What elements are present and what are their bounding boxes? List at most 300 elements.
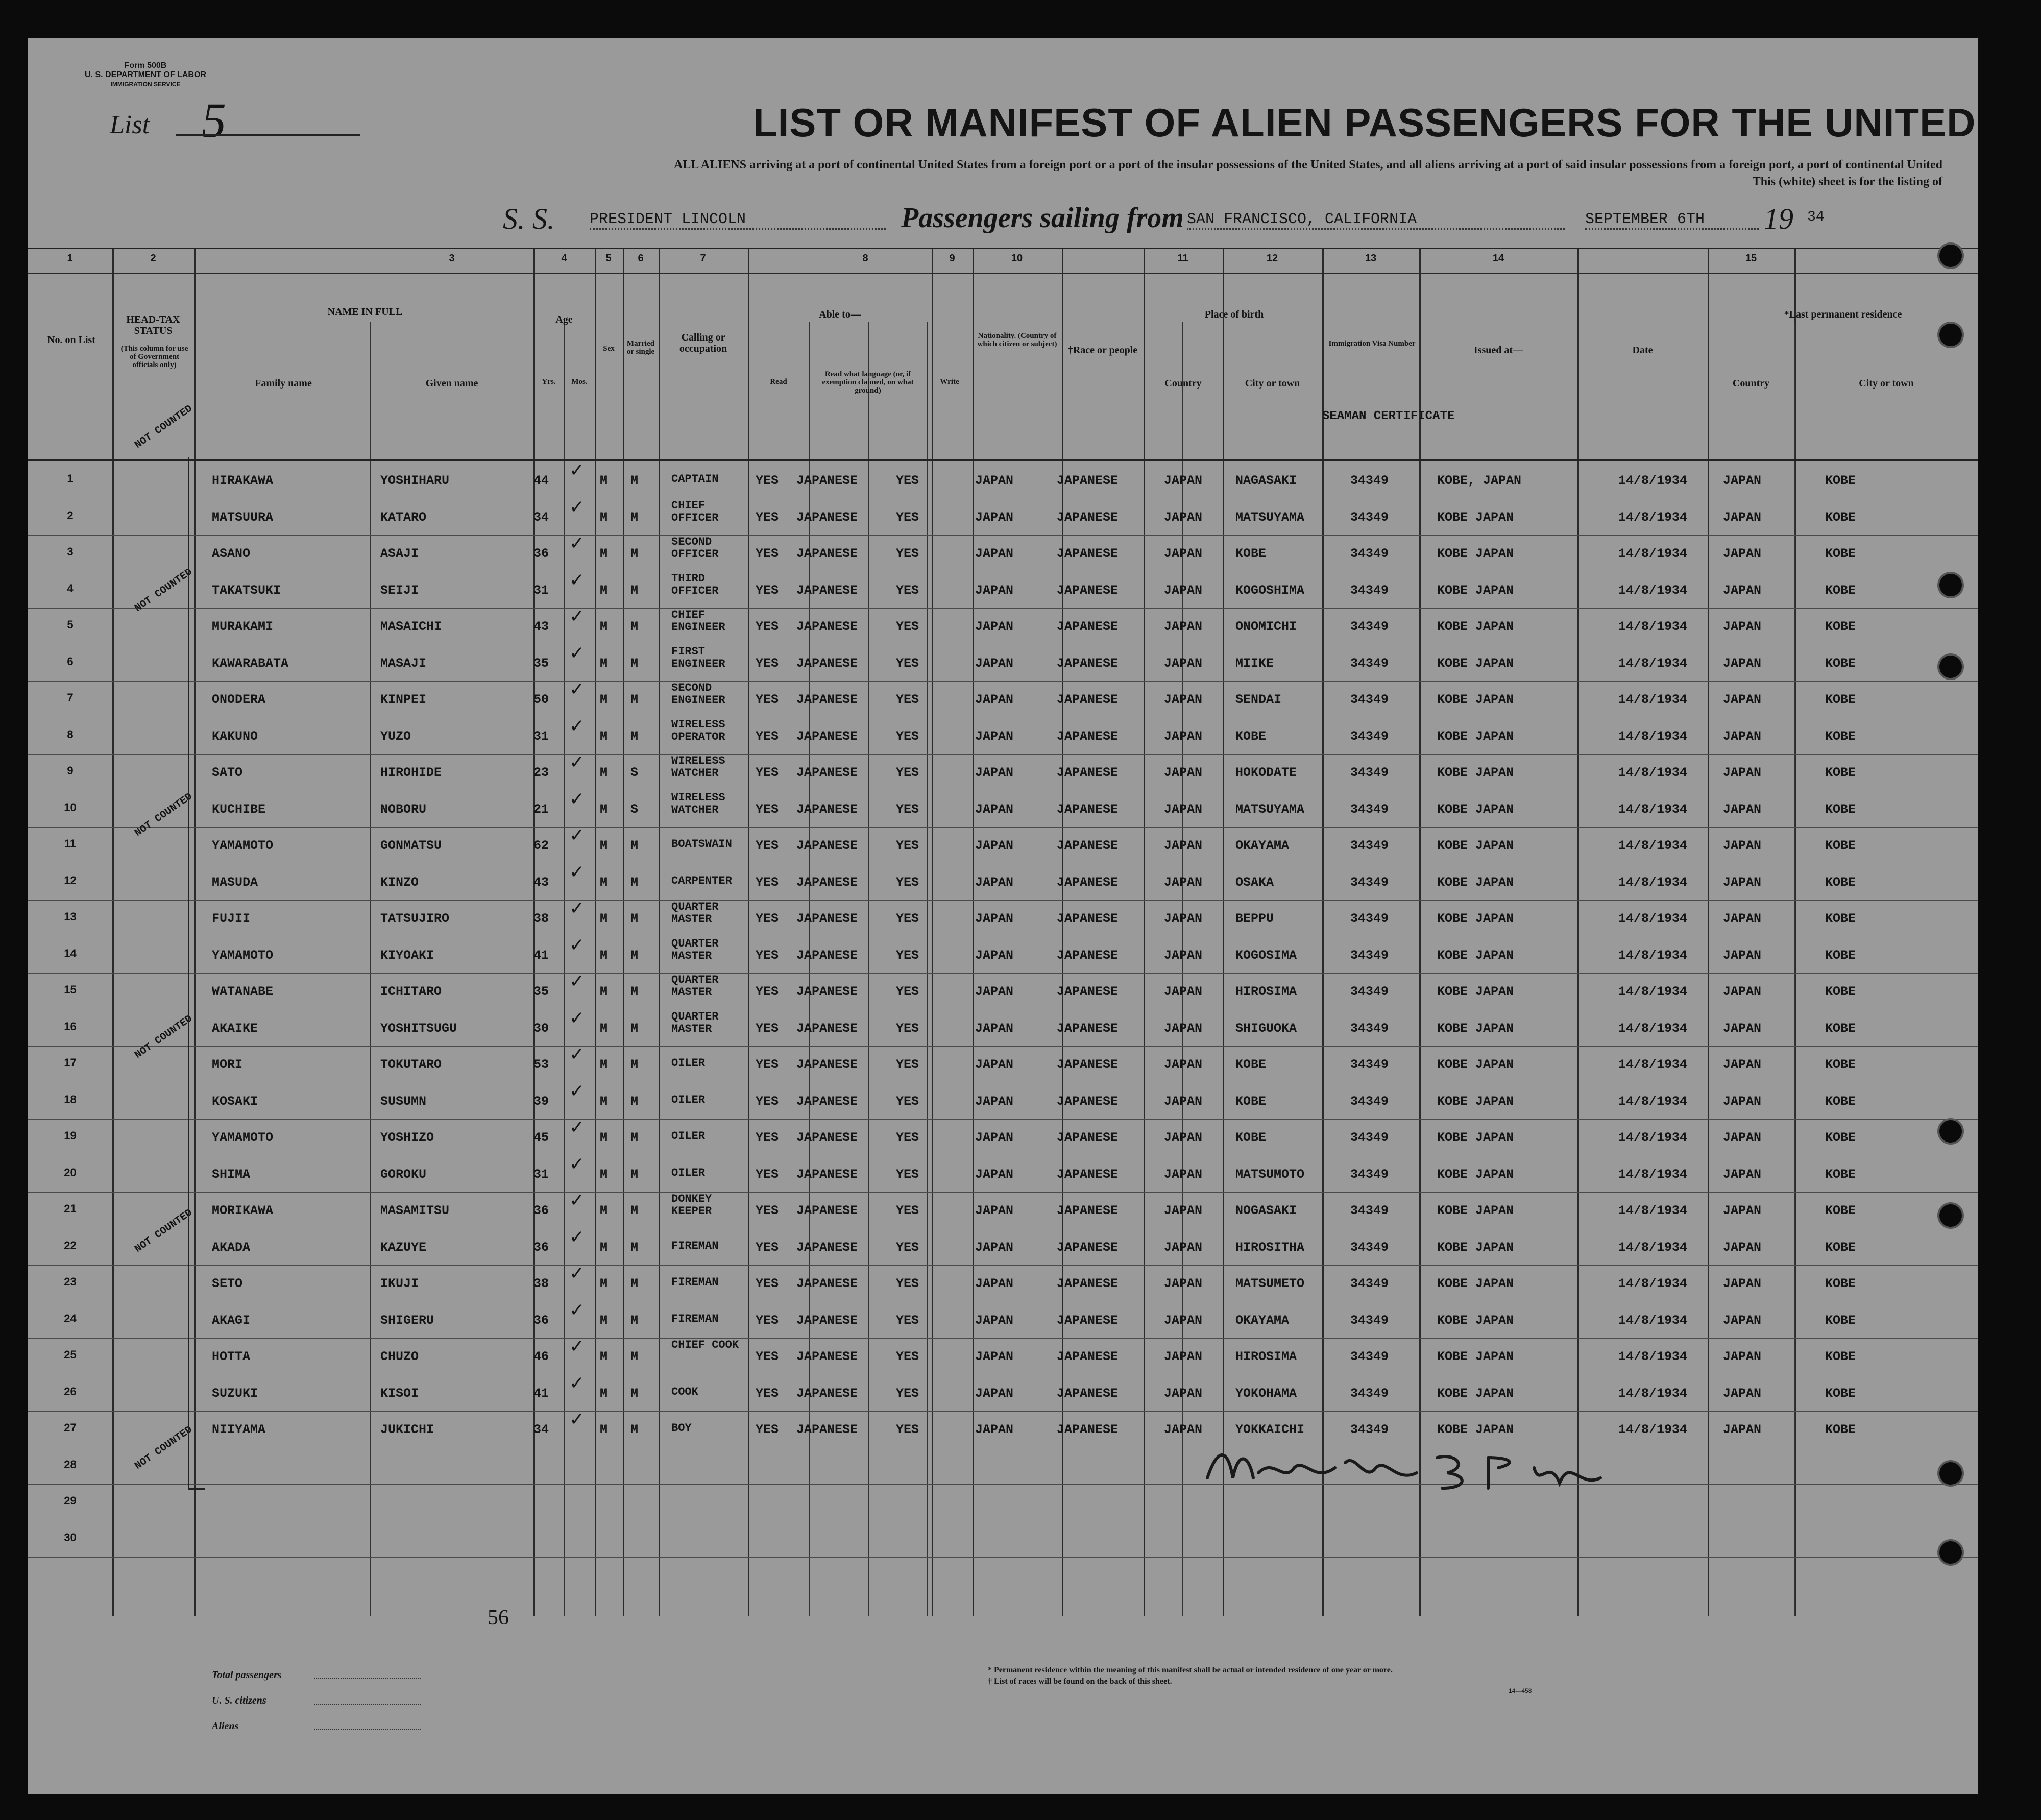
can-read: YES — [756, 509, 779, 525]
can-write: YES — [896, 875, 919, 890]
visa-date: 14/8/1934 — [1618, 1203, 1688, 1218]
header-calling: Calling or occupation — [679, 332, 727, 354]
given-name: YOSHITSUGU — [380, 1021, 457, 1036]
punch-hole-icon — [1937, 572, 1964, 598]
residence-country: JAPAN — [1723, 984, 1762, 999]
column-number: 10 — [1011, 253, 1023, 264]
header-birth-country: Country — [1164, 378, 1202, 389]
occupation: CAPTAIN — [671, 473, 719, 486]
sex: M — [600, 656, 608, 671]
total-passengers-label: Total passengers — [212, 1669, 282, 1681]
age-years: 38 — [533, 911, 549, 926]
nationality: JAPAN — [975, 765, 1014, 780]
family-name: FUJII — [212, 911, 251, 926]
birth-country: JAPAN — [1164, 692, 1203, 707]
footnote-races: † List of races will be found on the back of this sheet. — [988, 1677, 1172, 1686]
header-read-what: Read what language (or, if exemption claimed, on what ground) — [822, 370, 914, 395]
language: JAPANESE — [796, 692, 858, 707]
race: JAPANESE — [1057, 1313, 1119, 1328]
language: JAPANESE — [796, 1057, 858, 1072]
row-number: 30 — [64, 1531, 77, 1544]
checkmark-icon: ✓ — [569, 1190, 585, 1211]
visa-number: 34349 — [1350, 1349, 1389, 1364]
header-mos: Mos. — [571, 378, 588, 386]
birth-country: JAPAN — [1164, 802, 1203, 817]
birth-country: JAPAN — [1164, 1276, 1203, 1291]
residence-country: JAPAN — [1723, 1349, 1762, 1364]
family-name: SATO — [212, 765, 243, 780]
row-divider — [28, 1265, 1978, 1266]
birth-city: MATSUMETO — [1235, 1276, 1305, 1291]
can-read: YES — [756, 875, 779, 890]
checkmark-icon: ✓ — [569, 1409, 585, 1430]
manifest-table — [28, 248, 1978, 1616]
family-name: SHIMA — [212, 1167, 251, 1182]
language: JAPANESE — [796, 911, 858, 926]
nationality: JAPAN — [975, 473, 1014, 488]
row-number: 26 — [64, 1385, 77, 1398]
marital-status: M — [630, 1386, 639, 1401]
column-divider — [1708, 248, 1709, 1616]
marital-status: M — [630, 1422, 639, 1437]
nationality: JAPAN — [975, 1203, 1014, 1218]
row-divider — [28, 1338, 1978, 1339]
visa-number: 34349 — [1350, 1386, 1389, 1401]
handwritten-signature-icon — [1202, 1437, 1636, 1498]
sex: M — [600, 875, 608, 890]
nationality: JAPAN — [975, 1021, 1014, 1036]
birth-city: ONOMICHI — [1235, 619, 1297, 634]
occupation: BOY — [671, 1422, 692, 1435]
age-years: 39 — [533, 1094, 549, 1109]
occupation: FIREMAN — [671, 1239, 719, 1252]
row-divider — [28, 608, 1978, 609]
column-number: 2 — [150, 253, 156, 264]
residence-country: JAPAN — [1723, 509, 1762, 525]
header-visa-number: Immigration Visa Number — [1328, 339, 1416, 348]
sex: M — [600, 509, 608, 525]
issued-at: KOBE, JAPAN — [1437, 473, 1522, 488]
given-name: ASAJI — [380, 546, 419, 561]
can-write: YES — [896, 911, 919, 926]
family-name: ONODERA — [212, 692, 266, 707]
language: JAPANESE — [796, 1203, 858, 1218]
issued-at: KOBE JAPAN — [1437, 1313, 1514, 1328]
nationality: JAPAN — [975, 619, 1014, 634]
not-counted-stamp: NOT COUNTED — [133, 791, 195, 839]
can-write: YES — [896, 656, 919, 671]
can-write: YES — [896, 1130, 919, 1145]
residence-city: KOBE — [1825, 546, 1856, 561]
race: JAPANESE — [1057, 1276, 1119, 1291]
can-write: YES — [896, 1349, 919, 1364]
row-number: 6 — [67, 654, 74, 668]
race: JAPANESE — [1057, 1203, 1119, 1218]
nationality: JAPAN — [975, 729, 1014, 744]
language: JAPANESE — [796, 1349, 858, 1364]
visa-date: 14/8/1934 — [1618, 1349, 1688, 1364]
given-name: HIROHIDE — [380, 765, 442, 780]
birth-country: JAPAN — [1164, 583, 1203, 598]
birth-city: KOBE — [1235, 1094, 1267, 1109]
issued-at: KOBE JAPAN — [1437, 583, 1514, 598]
sex: M — [600, 1203, 608, 1218]
punch-hole-icon — [1937, 322, 1964, 348]
header-given-name: Given name — [425, 378, 478, 389]
residence-country: JAPAN — [1723, 802, 1762, 817]
occupation: QUARTER MASTER — [671, 974, 719, 999]
age-years: 31 — [533, 1167, 549, 1182]
row-number: 1 — [67, 472, 74, 485]
punch-hole-icon — [1937, 1118, 1964, 1145]
residence-country: JAPAN — [1723, 1167, 1762, 1182]
nationality: JAPAN — [975, 546, 1014, 561]
can-write: YES — [896, 546, 919, 561]
header-head-tax-note: (This column for use of Government officials only) — [120, 345, 188, 369]
row-number: 13 — [64, 910, 77, 923]
given-name: ICHITARO — [380, 984, 442, 999]
visa-date: 14/8/1934 — [1618, 1276, 1688, 1291]
header-residence-city: City or town — [1859, 378, 1914, 389]
visa-number: 34349 — [1350, 583, 1389, 598]
visa-date: 14/8/1934 — [1618, 1130, 1688, 1145]
sex: M — [600, 1313, 608, 1328]
birth-country: JAPAN — [1164, 1021, 1203, 1036]
visa-number: 34349 — [1350, 1203, 1389, 1218]
row-number: 27 — [64, 1421, 77, 1434]
birth-city: NOGASAKI — [1235, 1203, 1297, 1218]
race: JAPANESE — [1057, 802, 1119, 817]
family-name: NIIYAMA — [212, 1422, 266, 1437]
can-write: YES — [896, 583, 919, 598]
column-number: 1 — [67, 253, 73, 264]
visa-number: 34349 — [1350, 1313, 1389, 1328]
visa-number: 34349 — [1350, 802, 1389, 817]
given-name: SUSUMN — [380, 1094, 427, 1109]
punch-hole-icon — [1937, 1539, 1964, 1566]
residence-country: JAPAN — [1723, 729, 1762, 744]
column-number: 12 — [1266, 253, 1278, 264]
marital-status: S — [630, 765, 639, 780]
issued-at: KOBE JAPAN — [1437, 1276, 1514, 1291]
residence-country: JAPAN — [1723, 1422, 1762, 1437]
row-divider — [28, 535, 1978, 536]
can-read: YES — [756, 1021, 779, 1036]
nationality: JAPAN — [975, 1349, 1014, 1364]
subtitle-line2: This (white) sheet is for the listing of — [1752, 175, 1942, 188]
birth-country: JAPAN — [1164, 875, 1203, 890]
checkmark-icon: ✓ — [569, 1044, 585, 1065]
sex: M — [600, 1094, 608, 1109]
column-divider — [748, 248, 749, 1616]
visa-number: 34349 — [1350, 619, 1389, 634]
row-number: 20 — [64, 1166, 77, 1179]
birth-country: JAPAN — [1164, 546, 1203, 561]
race: JAPANESE — [1057, 619, 1119, 634]
occupation: CARPENTER — [671, 874, 732, 887]
can-read: YES — [756, 473, 779, 488]
visa-number: 34349 — [1350, 656, 1389, 671]
issued-at: KOBE JAPAN — [1437, 984, 1514, 999]
sailing-date: SEPTEMBER 6TH — [1585, 211, 1759, 230]
sex: M — [600, 1130, 608, 1145]
header-race: †Race or people — [1067, 345, 1138, 356]
column-divider — [623, 248, 624, 1616]
birth-city: BEPPU — [1235, 911, 1274, 926]
visa-number: 34349 — [1350, 473, 1389, 488]
occupation: FIRST ENGINEER — [671, 645, 725, 670]
marital-status: M — [630, 1021, 639, 1036]
given-name: MASAICHI — [380, 619, 442, 634]
column-number: 7 — [700, 253, 706, 264]
header-issued-at: Issued at— — [1473, 345, 1523, 356]
can-read: YES — [756, 984, 779, 999]
row-number: 2 — [67, 508, 74, 522]
issued-at: KOBE JAPAN — [1437, 1167, 1514, 1182]
given-name: YUZO — [380, 729, 411, 744]
nationality: JAPAN — [975, 911, 1014, 926]
occupation: WIRELESS WATCHER — [671, 791, 725, 816]
column-subdivider — [370, 322, 371, 1616]
row-number: 10 — [64, 800, 77, 814]
given-name: MASAMITSU — [380, 1203, 450, 1218]
column-divider — [1322, 248, 1324, 1616]
given-name: TATSUJIRO — [380, 911, 450, 926]
can-write: YES — [896, 1276, 919, 1291]
language: JAPANESE — [796, 1313, 858, 1328]
language: JAPANESE — [796, 729, 858, 744]
sex: M — [600, 1240, 608, 1255]
row-number: 3 — [67, 545, 74, 558]
language: JAPANESE — [796, 1386, 858, 1401]
visa-number: 34349 — [1350, 911, 1389, 926]
row-divider — [28, 1557, 1978, 1558]
column-number: 14 — [1492, 253, 1504, 264]
row-number: 14 — [64, 947, 77, 960]
header-sex: Sex — [603, 345, 615, 353]
birth-country: JAPAN — [1164, 1203, 1203, 1218]
family-name: AKADA — [212, 1240, 251, 1255]
column-divider — [973, 248, 974, 1616]
residence-country: JAPAN — [1723, 583, 1762, 598]
marital-status: M — [630, 1276, 639, 1291]
occupation: BOATSWAIN — [671, 838, 732, 851]
birth-country: JAPAN — [1164, 1313, 1203, 1328]
header-head-tax: HEAD-TAX STATUS — [126, 314, 180, 336]
issued-at: KOBE JAPAN — [1437, 875, 1514, 890]
visa-date: 14/8/1934 — [1618, 583, 1688, 598]
family-name: MORI — [212, 1057, 243, 1072]
birth-city: KOBE — [1235, 1057, 1267, 1072]
given-name: IKUJI — [380, 1276, 419, 1291]
checkmark-icon: ✓ — [569, 1336, 585, 1357]
race: JAPANESE — [1057, 948, 1119, 963]
checkmark-icon: ✓ — [569, 642, 585, 664]
issued-at: KOBE JAPAN — [1437, 729, 1514, 744]
footnote-residence: * Permanent residence within the meaning of this manifest shall be actual or intended residence of one year or more. — [988, 1666, 1393, 1675]
sex: M — [600, 619, 608, 634]
sailing-label: Passengers sailing from — [901, 202, 1184, 234]
nationality: JAPAN — [975, 1057, 1014, 1072]
can-read: YES — [756, 1313, 779, 1328]
marital-status: M — [630, 473, 639, 488]
birth-city: HOKODATE — [1235, 765, 1297, 780]
marital-status: M — [630, 1313, 639, 1328]
residence-city: KOBE — [1825, 1021, 1856, 1036]
sex: M — [600, 692, 608, 707]
family-name: SETO — [212, 1276, 243, 1291]
row-divider — [28, 1192, 1978, 1193]
family-name: YAMAMOTO — [212, 838, 274, 853]
row-number: 22 — [64, 1239, 77, 1252]
issued-at: KOBE JAPAN — [1437, 765, 1514, 780]
sex: M — [600, 1167, 608, 1182]
occupation: THIRD OFFICER — [671, 572, 719, 597]
checkmark-icon: ✓ — [569, 1372, 585, 1394]
aliens-label: Aliens — [212, 1720, 239, 1732]
age-years: 35 — [533, 984, 549, 999]
checkmark-icon: ✓ — [569, 715, 585, 737]
occupation: QUARTER MASTER — [671, 937, 719, 962]
column-divider — [1577, 248, 1579, 1616]
sex: M — [600, 1021, 608, 1036]
nationality: JAPAN — [975, 875, 1014, 890]
given-name: CHUZO — [380, 1349, 419, 1364]
language: JAPANESE — [796, 509, 858, 525]
column-number: 11 — [1177, 253, 1188, 264]
visa-date: 14/8/1934 — [1618, 984, 1688, 999]
seaman-certificate-note: SEAMAN CERTIFICATE — [1322, 409, 1455, 423]
header-write: Write — [940, 378, 959, 386]
birth-country: JAPAN — [1164, 1094, 1203, 1109]
header-last-residence: *Last permanent residence — [1784, 309, 1902, 320]
occupation: OILER — [671, 1130, 706, 1143]
row-number: 28 — [64, 1458, 77, 1471]
residence-city: KOBE — [1825, 1167, 1856, 1182]
race: JAPANESE — [1057, 1094, 1119, 1109]
visa-number: 34349 — [1350, 692, 1389, 707]
header-age: Age — [555, 314, 573, 325]
language: JAPANESE — [796, 1276, 858, 1291]
age-years: 44 — [533, 473, 549, 488]
birth-country: JAPAN — [1164, 1130, 1203, 1145]
can-read: YES — [756, 1130, 779, 1145]
birth-city: KOBE — [1235, 729, 1267, 744]
race: JAPANESE — [1057, 1057, 1119, 1072]
row-number: 21 — [64, 1202, 77, 1215]
row-number: 23 — [64, 1275, 77, 1288]
marital-status: M — [630, 1094, 639, 1109]
row-number: 4 — [67, 581, 74, 595]
given-name: YOSHIZO — [380, 1130, 434, 1145]
occupation: WIRELESS WATCHER — [671, 755, 725, 780]
residence-city: KOBE — [1825, 1240, 1856, 1255]
age-years: 41 — [533, 948, 549, 963]
row-number: 19 — [64, 1129, 77, 1142]
column-divider — [1144, 248, 1145, 1616]
header-name-in-full: NAME IN FULL — [327, 306, 403, 318]
age-years: 45 — [533, 1130, 549, 1145]
birth-country: JAPAN — [1164, 984, 1203, 999]
ss-label: S. S. — [503, 202, 555, 235]
issued-at: KOBE JAPAN — [1437, 1422, 1514, 1437]
year-prefix: 19 — [1764, 202, 1793, 235]
residence-city: KOBE — [1825, 1276, 1856, 1291]
residence-city: KOBE — [1825, 1057, 1856, 1072]
birth-city: KOBE — [1235, 1130, 1267, 1145]
race: JAPANESE — [1057, 765, 1119, 780]
sex: M — [600, 473, 608, 488]
issued-at: KOBE JAPAN — [1437, 802, 1514, 817]
header-nationality: Nationality. (Country of which citizen or subject) — [977, 332, 1057, 348]
birth-city: SHIGUOKA — [1235, 1021, 1297, 1036]
occupation: COOK — [671, 1385, 698, 1398]
age-years: 35 — [533, 656, 549, 671]
column-divider — [533, 248, 535, 1616]
residence-country: JAPAN — [1723, 1094, 1762, 1109]
family-name: HOTTA — [212, 1349, 251, 1364]
race: JAPANESE — [1057, 692, 1119, 707]
birth-country: JAPAN — [1164, 1240, 1203, 1255]
residence-city: KOBE — [1825, 948, 1856, 963]
given-name: TOKUTARO — [380, 1057, 442, 1072]
marital-status: M — [630, 984, 639, 999]
residence-city: KOBE — [1825, 875, 1856, 890]
row-divider — [28, 900, 1978, 901]
column-number: 6 — [638, 253, 644, 264]
age-years: 30 — [533, 1021, 549, 1036]
issued-at: KOBE JAPAN — [1437, 656, 1514, 671]
age-years: 38 — [533, 1276, 549, 1291]
given-name: GOROKU — [380, 1167, 427, 1182]
birth-city: KOBE — [1235, 546, 1267, 561]
language: JAPANESE — [796, 875, 858, 890]
can-write: YES — [896, 509, 919, 525]
sex: M — [600, 802, 608, 817]
column-divider — [1223, 248, 1224, 1616]
column-divider — [595, 248, 596, 1616]
birth-city: OSAKA — [1235, 875, 1274, 890]
aliens-line — [314, 1729, 421, 1730]
can-read: YES — [756, 911, 779, 926]
given-name: MASAJI — [380, 656, 427, 671]
row-number: 18 — [64, 1093, 77, 1106]
visa-number: 34349 — [1350, 838, 1389, 853]
occupation: SECOND ENGINEER — [671, 682, 725, 707]
can-write: YES — [896, 619, 919, 634]
can-read: YES — [756, 838, 779, 853]
race: JAPANESE — [1057, 1167, 1119, 1182]
row-divider — [28, 1411, 1978, 1412]
visa-number: 34349 — [1350, 1094, 1389, 1109]
sex: M — [600, 1349, 608, 1364]
nationality: JAPAN — [975, 802, 1014, 817]
can-write: YES — [896, 1313, 919, 1328]
issued-at: KOBE JAPAN — [1437, 1057, 1514, 1072]
language: JAPANESE — [796, 1130, 858, 1145]
residence-country: JAPAN — [1723, 948, 1762, 963]
visa-date: 14/8/1934 — [1618, 1021, 1688, 1036]
family-name: TAKATSUKI — [212, 583, 281, 598]
race: JAPANESE — [1057, 473, 1119, 488]
header-able-to: Able to— — [819, 309, 861, 320]
visa-date: 14/8/1934 — [1618, 619, 1688, 634]
language: JAPANESE — [796, 948, 858, 963]
age-years: 43 — [533, 875, 549, 890]
checkmark-icon: ✓ — [569, 1007, 585, 1029]
family-name: MORIKAWA — [212, 1203, 274, 1218]
visa-date: 14/8/1934 — [1618, 1386, 1688, 1401]
